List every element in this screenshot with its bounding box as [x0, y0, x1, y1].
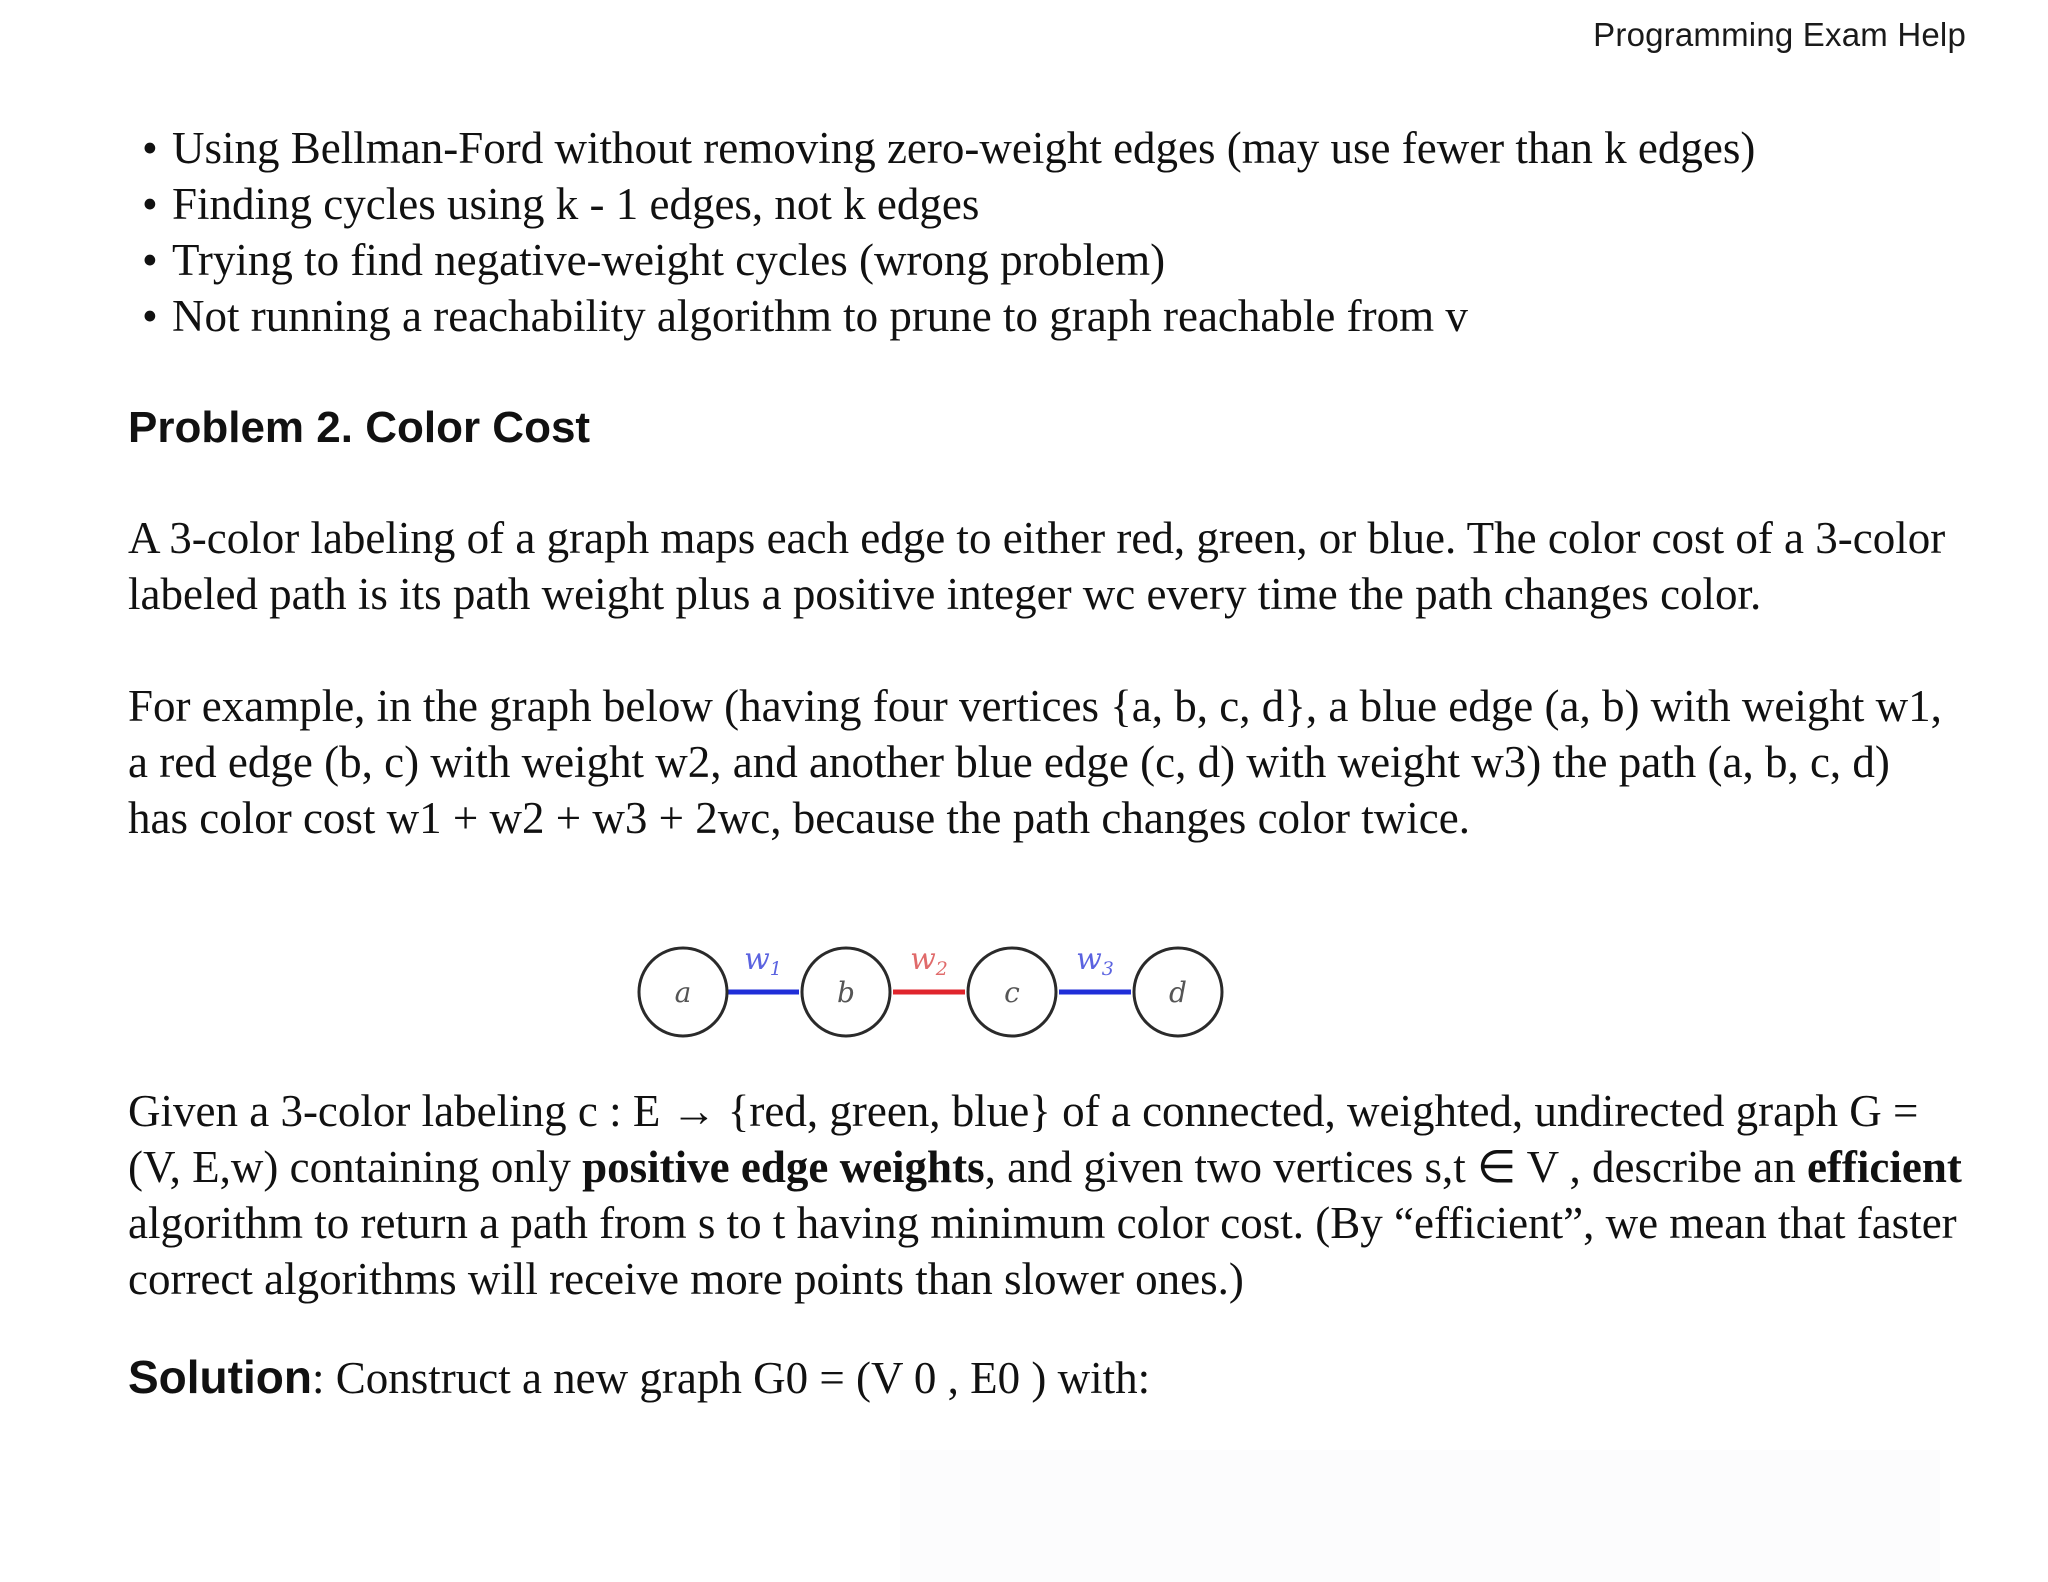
solution-line — [128, 1349, 1150, 1406]
background-shade — [900, 1450, 1940, 1582]
task-text-3: algorithm to return a path from s to t having minimum color cost. (By “efficient”, we mean that faster correct algorithms will receive more points than slower ones.) — [128, 1198, 1957, 1304]
problem-example: For example, in the graph below (having four vertices {a, b, c, d}, a blue edge (a, b) with weight w1, a red edge (b, c) with weight w2, and another blue edge (c, d) with weight w3) the path (a, b, c, d) has color cost w1 + w2 + w3 + 2wc, because the path changes color twice. — [128, 681, 1942, 843]
list-item: • Using Bellman-Ford without removing zero-weight edges (may use fewer than k edges) — [142, 120, 1755, 176]
mistakes-list — [142, 120, 1755, 344]
list-item: • Not running a reachability algorithm to prune to graph reachable from v — [142, 288, 1755, 344]
header-brand: Programming Exam Help — [1593, 16, 1966, 53]
node-label-b: b — [837, 976, 855, 1009]
node-label-d: d — [1169, 976, 1187, 1009]
edge-label-w2: $w_2$ — [910, 942, 948, 980]
node-label-a: a — [674, 976, 692, 1009]
task-text-2: , and given two vertices s,t ∈ V , describe an — [984, 1142, 1807, 1192]
problem-title: Problem 2. Color Cost — [128, 403, 591, 452]
edge-label-w3: $w_3$ — [1076, 942, 1114, 980]
problem-task — [128, 1083, 1968, 1307]
node-label-c: c — [1004, 976, 1020, 1009]
list-item: • Finding cycles using k - 1 edges, not k edges — [142, 176, 1755, 232]
graph-figure — [636, 932, 1336, 1050]
task-text-1: Given a 3-color labeling c : E → {red, green, blue} of a connected, weighted, undirected graph G = (V, E,w) containing only — [128, 1086, 1919, 1192]
solution-text: : Construct a new graph G0 = (V 0 , E0 ) with: — [311, 1353, 1151, 1403]
edge-label-w1: $w_1$ — [744, 942, 782, 980]
task-bold-positive-weights: positive edge weights — [582, 1142, 985, 1192]
solution-label: Solution — [128, 1351, 312, 1403]
problem-intro: A 3-color labeling of a graph maps each edge to either red, green, or blue. The color cost of a 3-color labeled path is its path weight plus a positive integer wc every time the path changes color. — [128, 513, 1946, 619]
list-item: • Trying to find negative-weight cycles (wrong problem) — [142, 232, 1755, 288]
task-bold-efficient: efficient — [1806, 1142, 1962, 1192]
